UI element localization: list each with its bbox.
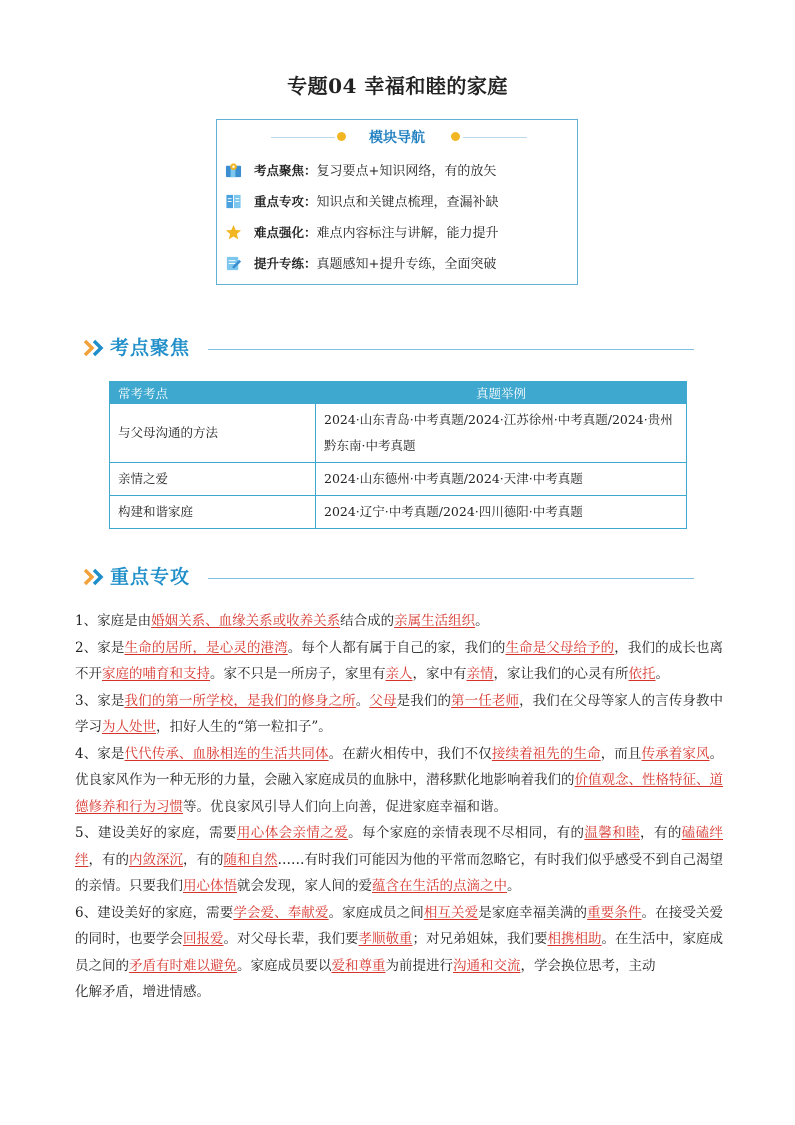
paragraph-text: 。 <box>475 613 489 629</box>
nav-item-practice <box>225 254 496 274</box>
paragraph-text: 。优良家风作为一种无形的力量，会融入家庭成员的血脉中，潜移默化地影响着我们的 <box>75 745 724 788</box>
paragraph-text: 。 <box>507 878 521 894</box>
section-title: 考点聚焦 <box>110 337 191 359</box>
table-row <box>110 496 687 529</box>
paragraph-text: 。在生活中，家庭成员之间的 <box>75 931 723 974</box>
highlighted-phrase: 生命的居所，是心灵的港湾 <box>124 639 288 656</box>
table-header-row <box>110 382 687 404</box>
nav-item-label: 难点强化： <box>254 225 317 240</box>
highlighted-phrase: 内敛深沉 <box>129 851 183 868</box>
nav-item-label: 提升专练： <box>254 256 317 271</box>
highlighted-phrase: 父母 <box>369 692 397 709</box>
paragraph-text: 4、家是 <box>75 745 125 762</box>
highlighted-phrase: 重要条件 <box>587 904 642 921</box>
nav-item-label: 考点聚焦： <box>254 163 317 178</box>
paragraph-text: 等。优良家风引导人们向上向善，促进家庭幸福和谐。 <box>183 798 507 815</box>
table-row <box>110 404 687 463</box>
page-title: 专题04 幸福和睦的家庭 <box>287 74 508 98</box>
highlighted-phrase: 用心体悟 <box>183 878 237 894</box>
header-line-right <box>463 137 527 138</box>
paragraph-text: 。家不只是一所房子，家里有 <box>210 666 386 682</box>
highlighted-phrase: 依托 <box>628 666 656 682</box>
paragraph-text: 6、建设美好的家庭，需要 <box>75 904 234 921</box>
exam-points-table <box>109 381 687 529</box>
section-rule <box>208 349 694 350</box>
highlighted-phrase: 亲情 <box>466 666 494 682</box>
nav-item-desc: 知识点和关键点梳理，查漏补缺 <box>316 195 499 210</box>
paragraph-text: ，扣好人生的“第一粒扣子”。 <box>156 719 332 735</box>
paragraph-text: 1、家庭是由 <box>75 613 152 629</box>
highlighted-phrase: 相互关爱 <box>423 904 479 921</box>
highlighted-phrase: 亲属生活组织 <box>394 613 476 629</box>
paragraph-text: 2、家是 <box>75 639 125 656</box>
paragraph-text: ，有的 <box>88 851 129 868</box>
nav-item-difficult <box>225 223 499 243</box>
paragraph-text: 。 <box>655 666 669 682</box>
key-point-paragraph <box>75 820 723 900</box>
paragraph-text: 3、家是 <box>75 692 125 709</box>
highlighted-phrase: 蕴含在生活的点滴之中 <box>372 878 507 894</box>
highlighted-phrase: 代代传承、血脉相连的生活共同体 <box>124 745 329 762</box>
paragraph-text: 。家庭成员要以 <box>237 957 332 974</box>
key-point-paragraph <box>75 688 723 741</box>
nav-item-label: 重点专攻： <box>254 194 317 209</box>
highlighted-phrase: 爱和尊重 <box>331 957 386 974</box>
paragraph-text: ，家中有 <box>412 666 467 682</box>
table-row <box>110 463 687 496</box>
highlighted-phrase: 温馨和睦 <box>584 825 641 841</box>
table-header-cell: 常考考点 <box>110 382 316 404</box>
key-point-paragraph <box>75 900 723 980</box>
map-icon <box>225 162 242 179</box>
highlighted-phrase: 婚姻关系、血缘关系或收养关系 <box>151 613 341 629</box>
highlighted-phrase: 孝顺敬重 <box>358 931 413 947</box>
paragraph-text: 。每个家庭的亲情表现不尽相同，有的 <box>348 825 585 841</box>
highlighted-phrase: 相携相助 <box>547 931 602 947</box>
book-icon <box>225 193 242 210</box>
highlighted-phrase: 磕磕绊绊 <box>75 825 724 868</box>
section-header-key <box>82 563 694 593</box>
highlighted-phrase: 为人处世 <box>102 719 156 735</box>
key-point-paragraph <box>75 979 723 1006</box>
section-title: 重点专攻 <box>110 566 191 588</box>
paragraph-text: 。在薪火相传中，我们不仅 <box>328 745 492 762</box>
paragraph-text: 。 <box>355 692 370 709</box>
highlighted-phrase: 传承着家风 <box>641 745 710 762</box>
header-dot-right <box>451 132 460 141</box>
table-cell-examples: 2024·山东德州·中考真题/2024·天津·中考真题 <box>316 463 687 496</box>
paragraph-text: ，我们的成长也离不开 <box>75 639 724 682</box>
nav-item-focus <box>225 161 496 181</box>
key-points-body <box>75 608 723 1006</box>
paragraph-text: 为前提进行 <box>385 957 453 974</box>
double-chevron-icon <box>82 567 106 587</box>
paragraph-text: ，而且 <box>600 745 642 762</box>
table-cell-examples: 2024·山东青岛·中考真题/2024·江苏徐州·中考真题/2024·贵州黔东南·中考真题 <box>316 404 687 463</box>
module-navigation-title: 模块导航 <box>369 130 425 146</box>
key-point-paragraph <box>75 635 723 688</box>
paragraph-text: 是家庭幸福美满的 <box>478 904 588 921</box>
nav-item-desc: 真题感知+提升专练，全面突破 <box>316 257 497 272</box>
section-header-focus <box>82 334 694 364</box>
module-navigation-header <box>217 126 577 148</box>
paragraph-text: ，有的 <box>640 825 682 841</box>
table-cell-topic: 与父母沟通的方法 <box>110 404 316 463</box>
paragraph-text: ……有时我们可能因为他的平常而忽略它，有时我们似乎感受不到自己渴望的亲情。只要我们 <box>75 851 723 894</box>
paragraph-text: ，家让我们的心灵有所 <box>493 666 629 682</box>
paragraph-text: ，学会换位思考，主动 <box>520 957 656 974</box>
paragraph-text: 。家庭成员之间 <box>328 904 424 921</box>
highlighted-phrase: 第一任老师 <box>451 692 520 709</box>
paragraph-text: 是我们的 <box>396 692 452 709</box>
highlighted-phrase: 接续着祖先的生命 <box>491 745 601 762</box>
highlighted-phrase: 学会爱、奉献爱 <box>233 904 329 921</box>
highlighted-phrase: 矛盾有时难以避免 <box>129 957 237 974</box>
paragraph-text: 。对父母长辈，我们要 <box>223 931 359 947</box>
paragraph-text: 就会发现，家人间的爱 <box>237 878 372 894</box>
highlighted-phrase: 亲人 <box>385 666 413 682</box>
module-navigation-box <box>216 119 578 285</box>
key-point-paragraph <box>75 608 723 635</box>
table-cell-topic: 构建和谐家庭 <box>110 496 316 529</box>
highlighted-phrase: 随和自然 <box>223 851 278 868</box>
star-icon <box>225 224 242 241</box>
paragraph-text: 。每个人都有属于自己的家，我们的 <box>287 639 506 656</box>
highlighted-phrase: 价值观念、性格特征、道德修养和行为习惯 <box>75 772 723 815</box>
nav-item-desc: 复习要点+知识网络，有的放矢 <box>316 164 497 179</box>
highlighted-phrase: 沟通和交流 <box>453 957 521 974</box>
highlighted-phrase: 我们的第一所学校，是我们的修身之所 <box>124 692 356 709</box>
highlighted-phrase: 回报爱 <box>183 931 224 947</box>
pencil-icon <box>225 255 242 272</box>
nav-item-key <box>225 192 499 212</box>
paragraph-text: ；对兄弟姐妹，我们要 <box>412 931 548 947</box>
table-cell-topic: 亲情之爱 <box>110 463 316 496</box>
paragraph-text: ，有的 <box>183 851 224 868</box>
paragraph-text: ，我们在父母等家人的言传身教中学习 <box>75 692 724 735</box>
double-chevron-icon <box>82 338 106 358</box>
section-rule <box>208 578 694 579</box>
key-point-paragraph <box>75 741 723 821</box>
paragraph-text: 。在接受关爱的同时，也要学会 <box>75 904 724 947</box>
paragraph-text: 5、建设美好的家庭，需要 <box>75 825 237 841</box>
table-cell-examples: 2024·辽宁·中考真题/2024·四川德阳·中考真题 <box>316 496 687 529</box>
paragraph-text: 结合成的 <box>340 613 395 629</box>
highlighted-phrase: 家庭的哺育和支持 <box>102 666 210 682</box>
table-header-cell: 真题举例 <box>316 382 687 404</box>
highlighted-phrase: 生命是父母给予的 <box>505 639 615 656</box>
highlighted-phrase: 用心体会亲情之爱 <box>236 825 349 841</box>
paragraph-text: 化解矛盾，增进情感。 <box>75 984 210 1000</box>
nav-item-desc: 难点内容标注与讲解，能力提升 <box>316 226 499 241</box>
